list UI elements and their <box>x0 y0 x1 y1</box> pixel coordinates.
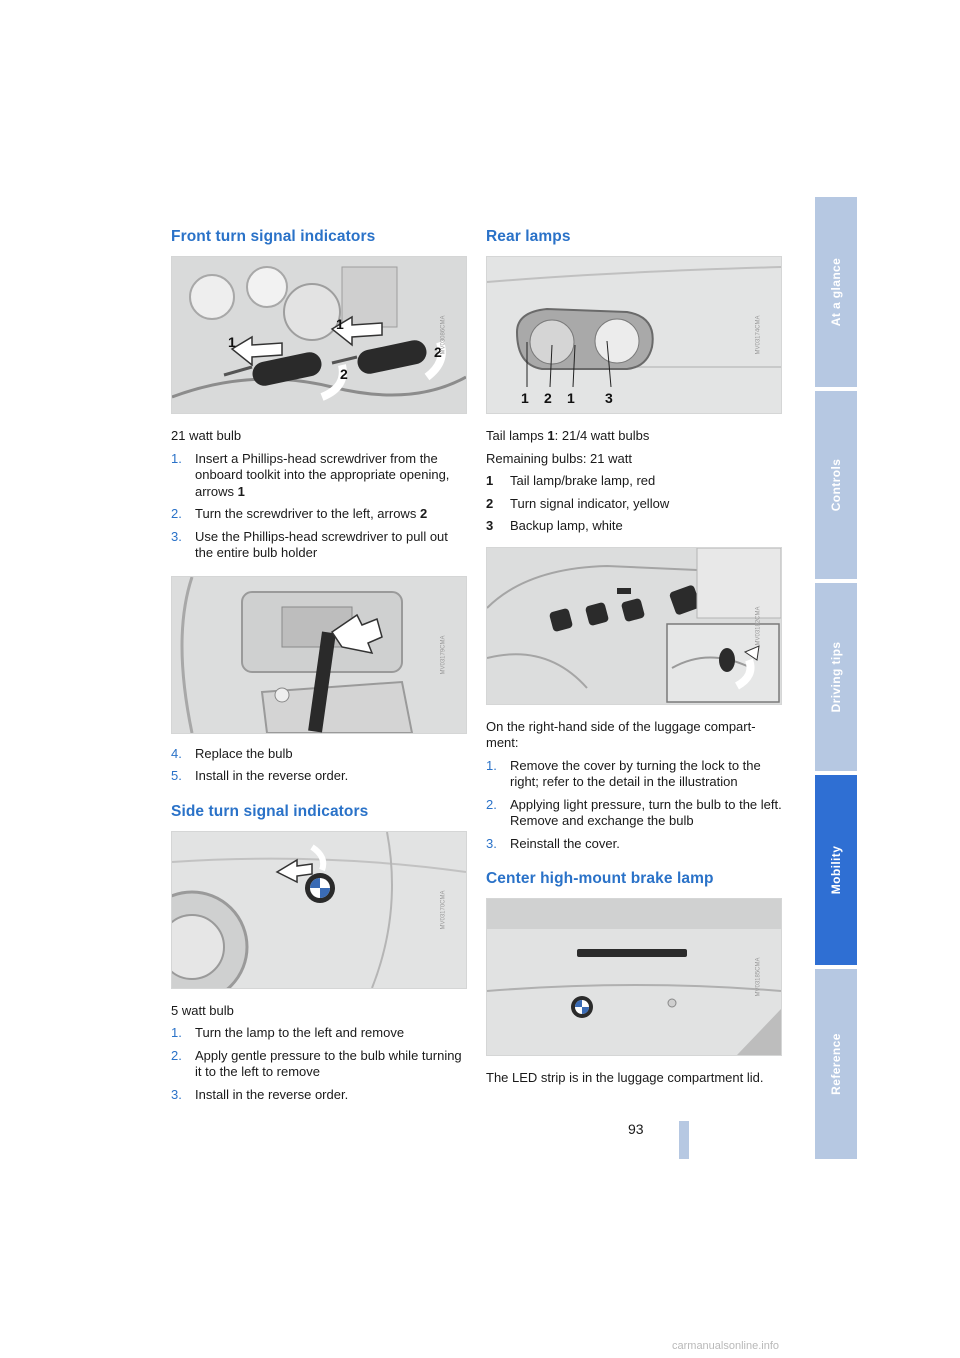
figure-code: MV03086CMA <box>440 315 447 355</box>
front-caption: 21 watt bulb <box>171 428 242 443</box>
front-turn-signal-figure <box>171 256 467 414</box>
rear-label-3: 3 <box>605 390 613 406</box>
list-item: 1. Insert a Phillips-head screwdriver from the onboard toolkit into the appropriate opening, arrows 1 <box>171 450 450 499</box>
side-caption: 5 watt bulb <box>171 1002 234 1018</box>
rear-lamps-illustration <box>487 257 781 413</box>
side-turn-signal-heading: Side turn signal indicators <box>171 802 369 820</box>
tab-at-a-glance[interactable]: At a glance <box>815 197 857 387</box>
side-turn-signal-illustration <box>172 832 466 988</box>
list-item: 2 Turn signal indicator, yellow <box>486 495 670 511</box>
luggage-compartment-figure <box>486 547 782 705</box>
luggage-compartment-illustration <box>487 548 781 704</box>
list-item: 3 Backup lamp, white <box>486 518 623 533</box>
page-number: 93 <box>628 1121 644 1137</box>
rear-legend <box>486 473 782 535</box>
fig-label-1b: 1 <box>336 316 344 332</box>
luggage-intro: On the right-hand side of the luggage compartment: <box>486 718 756 750</box>
rear-lamps-figure <box>486 256 782 414</box>
center-brake-lamp-illustration <box>487 899 781 1055</box>
side-turn-signal-figure <box>171 831 467 989</box>
page-number-bar <box>679 1121 689 1159</box>
tab-controls[interactable]: Controls <box>815 391 857 579</box>
figure-code: MV03185CMA <box>755 957 762 997</box>
figure-code: MV03170CMA <box>440 889 447 930</box>
fig-label-2b: 2 <box>340 366 348 382</box>
chapter-tabs <box>815 197 857 1159</box>
figure-code: MV03182CMA <box>755 605 762 646</box>
list-item: 5. Install in the reverse order. <box>171 768 349 783</box>
list-item: 2. Apply gentle pressure to the bulb while turning it to the left to remove <box>171 1047 462 1079</box>
front-turn-signal-illustration <box>172 257 466 413</box>
rear-label-1a: 1 <box>521 390 529 406</box>
footer-watermark: carmanualsonline.info <box>672 1340 780 1352</box>
bulb-holder-figure <box>171 576 467 734</box>
list-item: 3. Reinstall the cover. <box>486 835 620 851</box>
list-item: 2. Applying light pressure, turn the bulb to the left. Remove and exchange the bulb <box>486 796 782 828</box>
tab-mobility[interactable]: Mobility <box>815 775 857 965</box>
fig-label-2a: 2 <box>434 344 442 360</box>
center-brake-lamp-text: The LED strip is in the luggage compartment lid. <box>486 1070 764 1085</box>
center-brake-lamp-figure <box>486 898 782 1056</box>
list-item: 3. Install in the reverse order. <box>171 1086 349 1102</box>
figure-code: MV03174CMA <box>755 315 762 355</box>
rear-lamps-heading: Rear lamps <box>486 228 571 245</box>
bulb-holder-illustration <box>172 577 466 733</box>
front-steps <box>171 451 467 562</box>
rear-steps <box>486 758 782 853</box>
tail-lamps-text: Tail lamps 1: 21/4 watt bulbs <box>486 428 650 443</box>
remaining-bulbs-text: Remaining bulbs: 21 watt <box>486 450 632 466</box>
left-column <box>171 228 467 1109</box>
rear-label-2: 2 <box>544 390 552 406</box>
list-item: 1 Tail lamp/brake lamp, red <box>486 473 656 488</box>
tab-driving-tips[interactable]: Driving tips <box>815 583 857 771</box>
tab-reference[interactable]: Reference <box>815 969 857 1159</box>
right-column <box>486 228 782 1087</box>
rear-label-1b: 1 <box>567 390 575 406</box>
list-item: 1. Turn the lamp to the left and remove <box>171 1025 405 1040</box>
figure-code: MV03179CMA <box>440 634 447 675</box>
list-item: 1. Remove the cover by turning the lock to the right; refer to the detail in the illustration <box>486 757 761 789</box>
center-brake-lamp-heading: Center high-mount brake lamp <box>486 870 714 887</box>
front-turn-signal-heading: Front turn signal indicators <box>171 228 376 245</box>
list-item: 4. Replace the bulb <box>171 745 293 761</box>
side-steps <box>171 1025 467 1103</box>
fig-label-1a: 1 <box>228 334 236 350</box>
list-item: 2. Turn the screwdriver to the left, arrows 2 <box>171 506 428 521</box>
list-item: 3. Use the Phillips-head screwdriver to pull out the entire bulb holder <box>171 528 448 560</box>
front-steps-2 <box>171 746 467 785</box>
